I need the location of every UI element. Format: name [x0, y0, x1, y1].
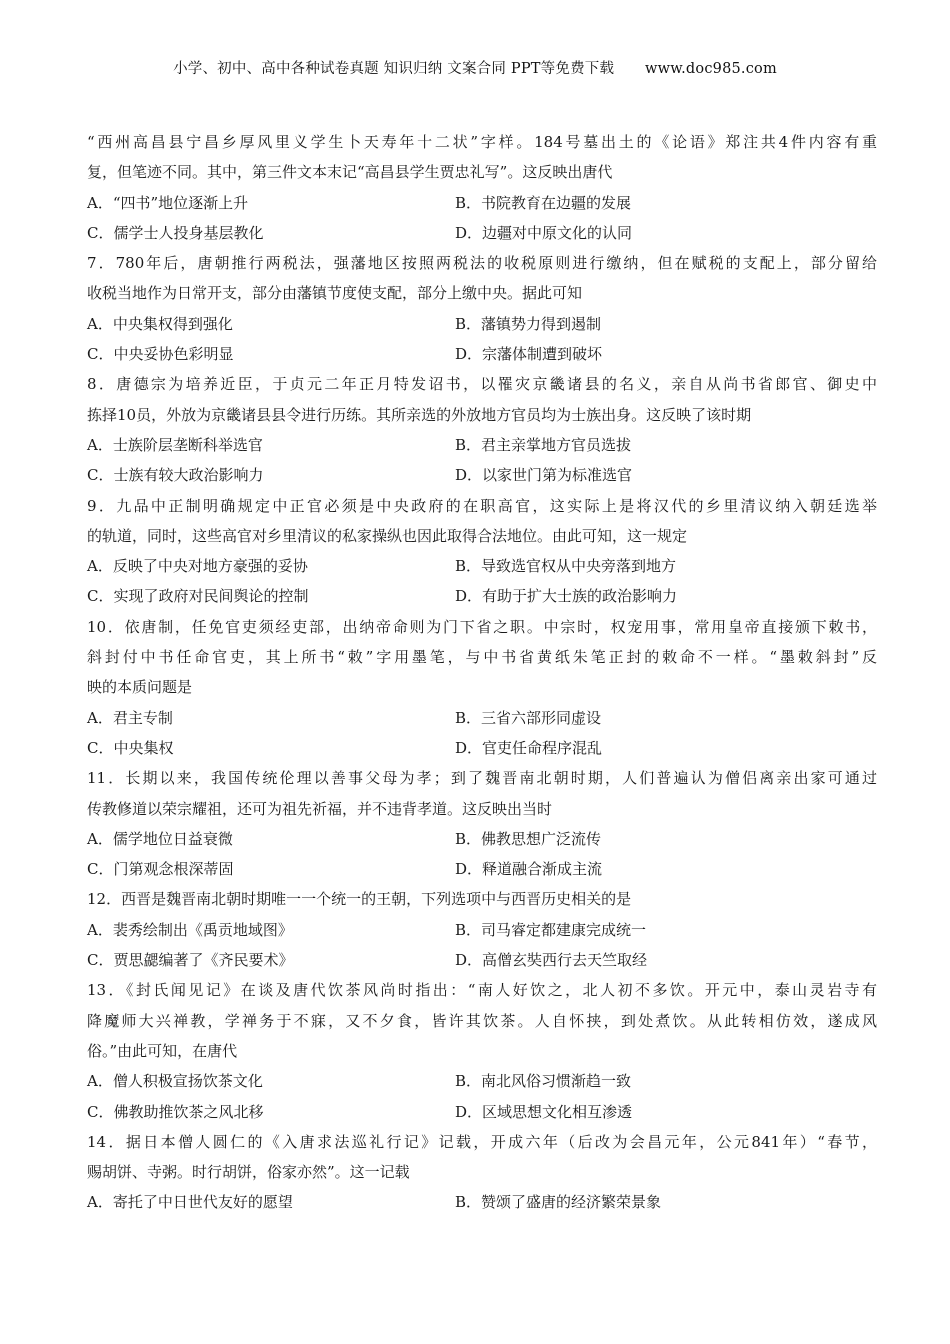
answer-option: A．裴秀绘制出《禹贡地域图》 [87, 920, 293, 939]
option-row [87, 551, 877, 581]
question-q7 [87, 248, 877, 369]
question-stem-line: 11．长期以来，我国传统伦理以善事父母为孝；到了魏晋南北朝时期，人们普遍认为僧侣离亲出家可通过 [87, 769, 877, 788]
option-row [87, 460, 877, 490]
answer-option: C．实现了政府对民间舆论的控制 [87, 587, 309, 606]
page-header [0, 57, 950, 78]
question-q8 [87, 369, 877, 490]
answer-option: C．佛教助推饮茶之风北移 [87, 1102, 264, 1121]
question-stem-line: 的轨道，同时，这些高官对乡里清议的私家操纵也因此取得合法地位。由此可知，这一规定 [87, 526, 688, 545]
option-row [87, 915, 877, 945]
question-stem-line: 13．《封氏闻见记》在谈及唐代饮茶风尚时指出：“南人好饮之，北人初不多饮。开元中，泰山灵岩寺有 [87, 981, 877, 1000]
question-q10 [87, 612, 877, 763]
answer-option: D．宗藩体制遭到破坏 [455, 345, 603, 364]
question-stem-line: 俗。”由此可知，在唐代 [87, 1041, 238, 1060]
option-row [87, 430, 877, 460]
header-text: 小学、初中、高中各种试卷真题 知识归纳 文案合同 PPT等免费下载 [173, 61, 615, 77]
answer-option: D．官吏任命程序混乱 [455, 738, 603, 757]
answer-option: D．释道融合渐成主流 [455, 860, 603, 879]
answer-option: A．君主专制 [87, 708, 173, 727]
question-q12 [87, 884, 877, 975]
answer-option: C．中央妥协色彩明显 [87, 345, 234, 364]
question-stem-line: 斜封付中书任命官吏，其上所书“敕”字用墨笔，与中书省黄纸朱笔正封的敕命不一样。“墨敕斜封”反 [87, 648, 877, 667]
answer-option: D．有助于扩大士族的政治影响力 [455, 587, 678, 606]
answer-option: A．士族阶层垄断科举选官 [87, 435, 263, 454]
answer-option: A．儒学地位日益衰微 [87, 829, 233, 848]
option-row [87, 824, 877, 854]
question-q9 [87, 491, 877, 612]
question-q6 [87, 127, 877, 248]
question-stem-line: “西州高昌县宁昌乡厚风里义学生卜天寿年十二状”字样。184号墓出土的《论语》郑注共4件内容有重 [87, 133, 877, 151]
question-stem-line: 拣择10员，外放为京畿诸县县令进行历练。其所亲选的外放地方官员均为士族出身。这反映了该时期 [87, 405, 752, 424]
question-stem-line: 14．据日本僧人圆仁的《入唐求法巡礼行记》记载，开成六年（后改为会昌元年，公元841年）“春节， [87, 1132, 877, 1151]
option-row [87, 733, 877, 763]
option-row [87, 945, 877, 975]
option-row [87, 703, 877, 733]
answer-option: D．高僧玄奘西行去天竺取经 [455, 951, 648, 970]
question-stem-line: 10．依唐制，任免官吏须经吏部，出纳帝命则为门下省之职。中宗时，权宠用事，常用皇帝直接颁下敕书， [87, 617, 877, 636]
question-list [87, 127, 877, 1218]
answer-option: A．僧人积极宣扬饮茶文化 [87, 1072, 263, 1091]
question-stem-line: 传教修道以荣宗耀祖，还可为祖先祈福，并不违背孝道。这反映出当时 [87, 799, 553, 818]
question-q14 [87, 1127, 877, 1218]
option-row [87, 1066, 877, 1096]
question-stem-line: 复，但笔迹不同。其中，第三件文本末记“高昌县学生贾忠礼写”。这反映出唐代 [87, 163, 613, 182]
answer-option: B．赞颂了盛唐的经济繁荣景象 [455, 1193, 662, 1212]
question-stem-line: 7．780年后，唐朝推行两税法，强藩地区按照两税法的收税原则进行缴纳，但在赋税的支配上，部分留给 [87, 254, 877, 273]
option-row [87, 218, 877, 248]
answer-option: B．三省六部形同虚设 [455, 708, 602, 727]
answer-option: C．中央集权 [87, 738, 174, 757]
option-row [87, 188, 877, 218]
answer-option: A．寄托了中日世代友好的愿望 [87, 1193, 293, 1212]
question-stem-line: 8．唐德宗为培养近臣，于贞元二年正月特发诏书，以罹灾京畿诸县的名义，亲自从尚书省郎官、御史中 [87, 375, 877, 394]
option-row [87, 339, 877, 369]
answer-option: D．以家世门第为标准选官 [455, 466, 633, 485]
answer-option: B．书院教育在边疆的发展 [455, 193, 632, 212]
answer-option: A．中央集权得到强化 [87, 314, 233, 333]
question-stem-line: 收税当地作为日常开支，部分由藩镇节度使支配，部分上缴中央。据此可知 [87, 284, 583, 303]
answer-option: B．藩镇势力得到遏制 [455, 314, 602, 333]
question-stem-line: 9．九品中正制明确规定中正官必须是中央政府的在职高官，这实际上是将汉代的乡里清议纳入朝廷选举 [87, 496, 877, 515]
answer-option: C．士族有较大政治影响力 [87, 466, 264, 485]
question-q11 [87, 763, 877, 884]
answer-option: C．门第观念根深蒂固 [87, 860, 234, 879]
question-stem-line: 映的本质问题是 [87, 678, 193, 697]
question-q13 [87, 975, 877, 1126]
header-site: www.doc985.com [644, 61, 777, 77]
option-row [87, 309, 877, 339]
answer-option: B．佛教思想广泛流传 [455, 829, 602, 848]
answer-option: A．“四书”地位逐渐上升 [87, 193, 249, 212]
answer-option: B．司马睿定都建康完成统一 [455, 920, 647, 939]
answer-option: B．导致选官权从中央旁落到地方 [455, 557, 677, 576]
answer-option: D．区域思想文化相互渗透 [455, 1102, 633, 1121]
answer-option: D．边疆对中原文化的认同 [455, 223, 633, 242]
option-row [87, 581, 877, 611]
answer-option: C．贾思勰编著了《齐民要术》 [87, 951, 294, 970]
answer-option: B．南北风俗习惯渐趋一致 [455, 1072, 632, 1091]
question-stem-line: 降魔师大兴禅教，学禅务于不寐，又不夕食，皆许其饮茶。人自怀挟，到处煮饮。从此转相仿效，遂成风 [87, 1011, 877, 1030]
option-row [87, 854, 877, 884]
answer-option: A．反映了中央对地方豪强的妥协 [87, 557, 308, 576]
answer-option: B．君主亲掌地方官员选拔 [455, 435, 632, 454]
option-row [87, 1097, 877, 1127]
option-row [87, 1187, 877, 1217]
question-stem-line: 12．西晋是魏晋南北朝时期唯一一个统一的王朝，下列选项中与西晋历史相关的是 [87, 890, 632, 909]
question-stem-line: 赐胡饼、寺粥。时行胡饼，俗家亦然”。这一记载 [87, 1163, 410, 1182]
answer-option: C．儒学士人投身基层教化 [87, 223, 264, 242]
